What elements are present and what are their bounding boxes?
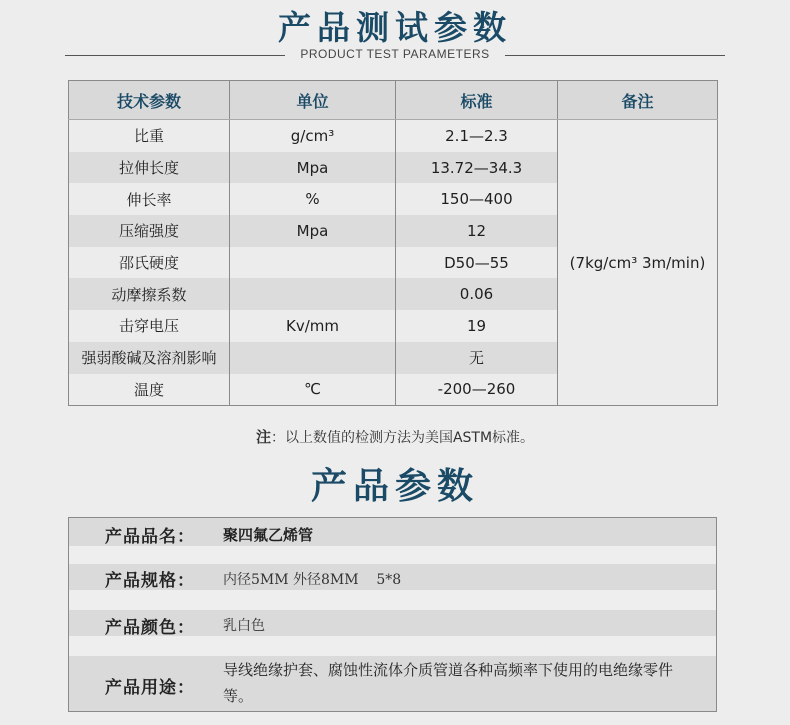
test-params-subtitle: PRODUCT TEST PARAMETERS <box>300 47 490 61</box>
product-usage-value: 导线绝缘护套、腐蚀性流体介质管道各种高频率下使用的电绝缘零件等。 <box>223 661 674 705</box>
test-params-title: 产品测试参数 <box>278 8 512 47</box>
row-separator <box>69 636 716 656</box>
subtitle-divider-right <box>505 55 725 56</box>
note-text: ：以上数值的检测方法为美国ASTM标准。 <box>270 430 535 446</box>
cell-unit <box>230 278 396 310</box>
product-row-color <box>69 610 716 636</box>
cell-standard: 无 <box>396 342 558 374</box>
cell-standard: 2.1—2.3 <box>396 120 558 152</box>
row-separator <box>69 546 716 564</box>
cell-standard: 13.72—34.3 <box>396 152 558 184</box>
cell-param: 拉伸长度 <box>69 152 230 184</box>
product-params-title: 产品参数 <box>310 466 479 507</box>
cell-unit <box>230 342 396 374</box>
product-spec-value: 内径5MM 外径8MM 5*8 <box>223 572 402 588</box>
header-remark: 备注 <box>558 81 718 120</box>
cell-param: 比重 <box>69 120 230 152</box>
cell-standard: 19 <box>396 310 558 342</box>
product-row-usage <box>69 656 716 711</box>
product-color-label: 产品颜色： <box>105 618 195 638</box>
cell-param: 邵氏硬度 <box>69 247 230 279</box>
cell-unit: Kv/mm <box>230 310 396 342</box>
table-header-row <box>69 81 718 120</box>
product-usage-label: 产品用途： <box>105 678 195 698</box>
header-unit: 单位 <box>230 81 396 120</box>
note-label: 注 <box>255 428 271 446</box>
subtitle-row <box>0 46 790 66</box>
cell-param: 动摩擦系数 <box>69 278 230 310</box>
product-color-value: 乳白色 <box>223 618 265 634</box>
cell-unit: % <box>230 183 396 215</box>
header-param: 技术参数 <box>69 81 230 120</box>
product-row-spec <box>69 564 716 590</box>
product-params-table <box>68 517 717 712</box>
cell-param: 伸长率 <box>69 183 230 215</box>
cell-standard: 0.06 <box>396 278 558 310</box>
table-row <box>69 120 718 152</box>
cell-param: 压缩强度 <box>69 215 230 247</box>
product-name-value: 聚四氟乙烯管 <box>223 526 314 544</box>
cell-unit: ℃ <box>230 374 396 406</box>
product-spec-label: 产品规格： <box>105 571 195 591</box>
cell-unit: Mpa <box>230 215 396 247</box>
cell-standard: -200—260 <box>396 374 558 406</box>
subtitle-divider-left <box>65 55 285 56</box>
cell-standard: 150—400 <box>396 183 558 215</box>
cell-unit <box>230 247 396 279</box>
cell-unit: Mpa <box>230 152 396 184</box>
cell-standard: 12 <box>396 215 558 247</box>
cell-standard: D50—55 <box>396 247 558 279</box>
cell-param: 温度 <box>69 374 230 406</box>
test-params-table <box>68 80 718 406</box>
cell-remark: (7kg/cm³ 3m/min) <box>558 120 718 406</box>
cell-param: 击穿电压 <box>69 310 230 342</box>
standard-note <box>0 426 790 447</box>
row-separator <box>69 590 716 610</box>
header-standard: 标准 <box>396 81 558 120</box>
product-name-label: 产品品名： <box>105 527 195 547</box>
product-row-name <box>69 520 716 546</box>
cell-param: 强弱酸碱及溶剂影响 <box>69 342 230 374</box>
cell-unit: g/cm³ <box>230 120 396 152</box>
